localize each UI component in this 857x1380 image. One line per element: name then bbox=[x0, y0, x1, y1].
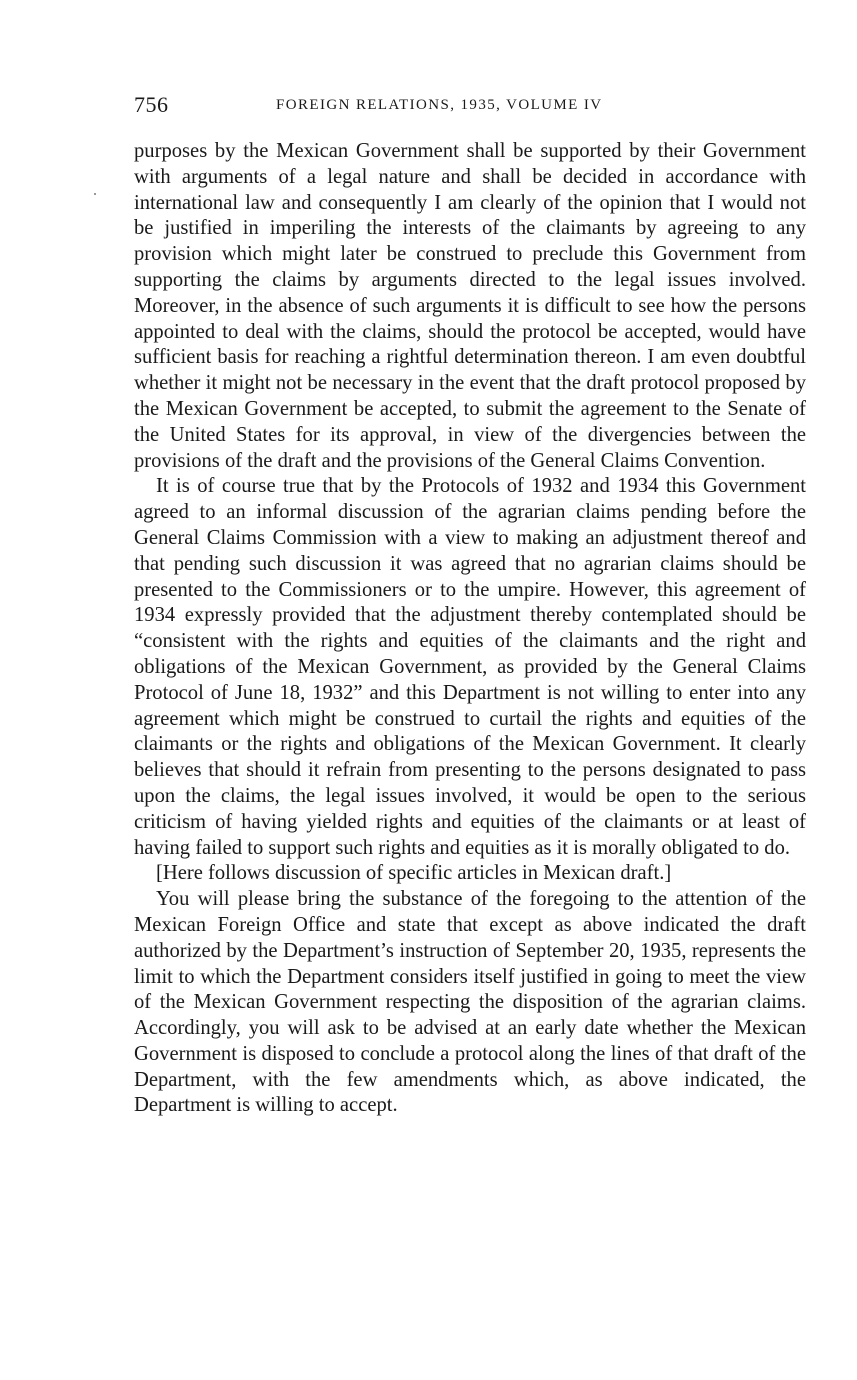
paragraph-continued: purposes by the Mexican Government shall be supported by their Government with arguments of a legal nature and shall be decided in accordance with international law and consequently I am clearly of the opinion that I would not be justified in imperiling the interests of the claimants by agreeing to any provision which might later be construed to preclude this Government from supporting the claims by arguments directed to the legal issues involved. Moreover, in the absence of such arguments it is difficult to see how the persons appointed to deal with the claims, should the protocol be accepted, would have sufficient basis for reaching a rightful determination thereon. I am even doubtful whether it might not be necessary in the event that the draft protocol proposed by the Mexican Government be accepted, to submit the agreement to the Senate of the United States for its approval, in view of the divergencies between the provisions of the draft and the provisions of the General Claims Convention. bbox=[134, 140, 806, 472]
paragraph-protocols: It is of course true that by the Protocols of 1932 and 1934 this Government agreed to an informal discussion of the agrarian claims pending before the General Claims Commission with a view to making an adjustment thereof and that pending such discussion it was agreed that no agrarian claims should be presented to the Commissioners or to the umpire. However, this agreement of 1934 expressly provided that the adjustment thereby contemplated should be “consistent with the rights and equities of the claimants and the right and obligations of the Mexican Government, as provided by the General Claims Protocol of June 18, 1932” and this Department is not willing to enter into any agreement which might be construed to curtail the rights and equities of the claimants or the rights and obligations of the Mexican Government. It clearly believes that should it refrain from presenting to the persons designated to pass upon the claims, the legal issues involved, it would be open to the serious criticism of having yielded rights and equities of the claimants or at least of having failed to support such rights and equities as it is morally obligated to do. bbox=[134, 475, 806, 859]
page-number: 756 bbox=[134, 92, 169, 117]
paragraph-editorial-note: [Here follows discussion of specific articles in Mexican draft.] bbox=[156, 862, 672, 885]
scan-speck bbox=[94, 193, 96, 195]
page-header bbox=[134, 92, 806, 122]
running-head: FOREIGN RELATIONS, 1935, VOLUME IV bbox=[276, 97, 603, 113]
document-body bbox=[134, 139, 806, 1119]
paragraph-instructions: You will please bring the substance of the foregoing to the attention of the Mexican Foreign Office and state that except as above indicated the draft authorized by the Department’s instruction of September 20, 1935, represents the limit to which the Department considers itself justified in going to meet the view of the Mexican Government respecting the disposition of the agrarian claims. Accordingly, you will ask to be advised at an early date whether the Mexican Government is disposed to conclude a protocol along the lines of that draft of the Department, with the few amendments which, as above indicated, the Department is willing to accept. bbox=[134, 888, 806, 1117]
